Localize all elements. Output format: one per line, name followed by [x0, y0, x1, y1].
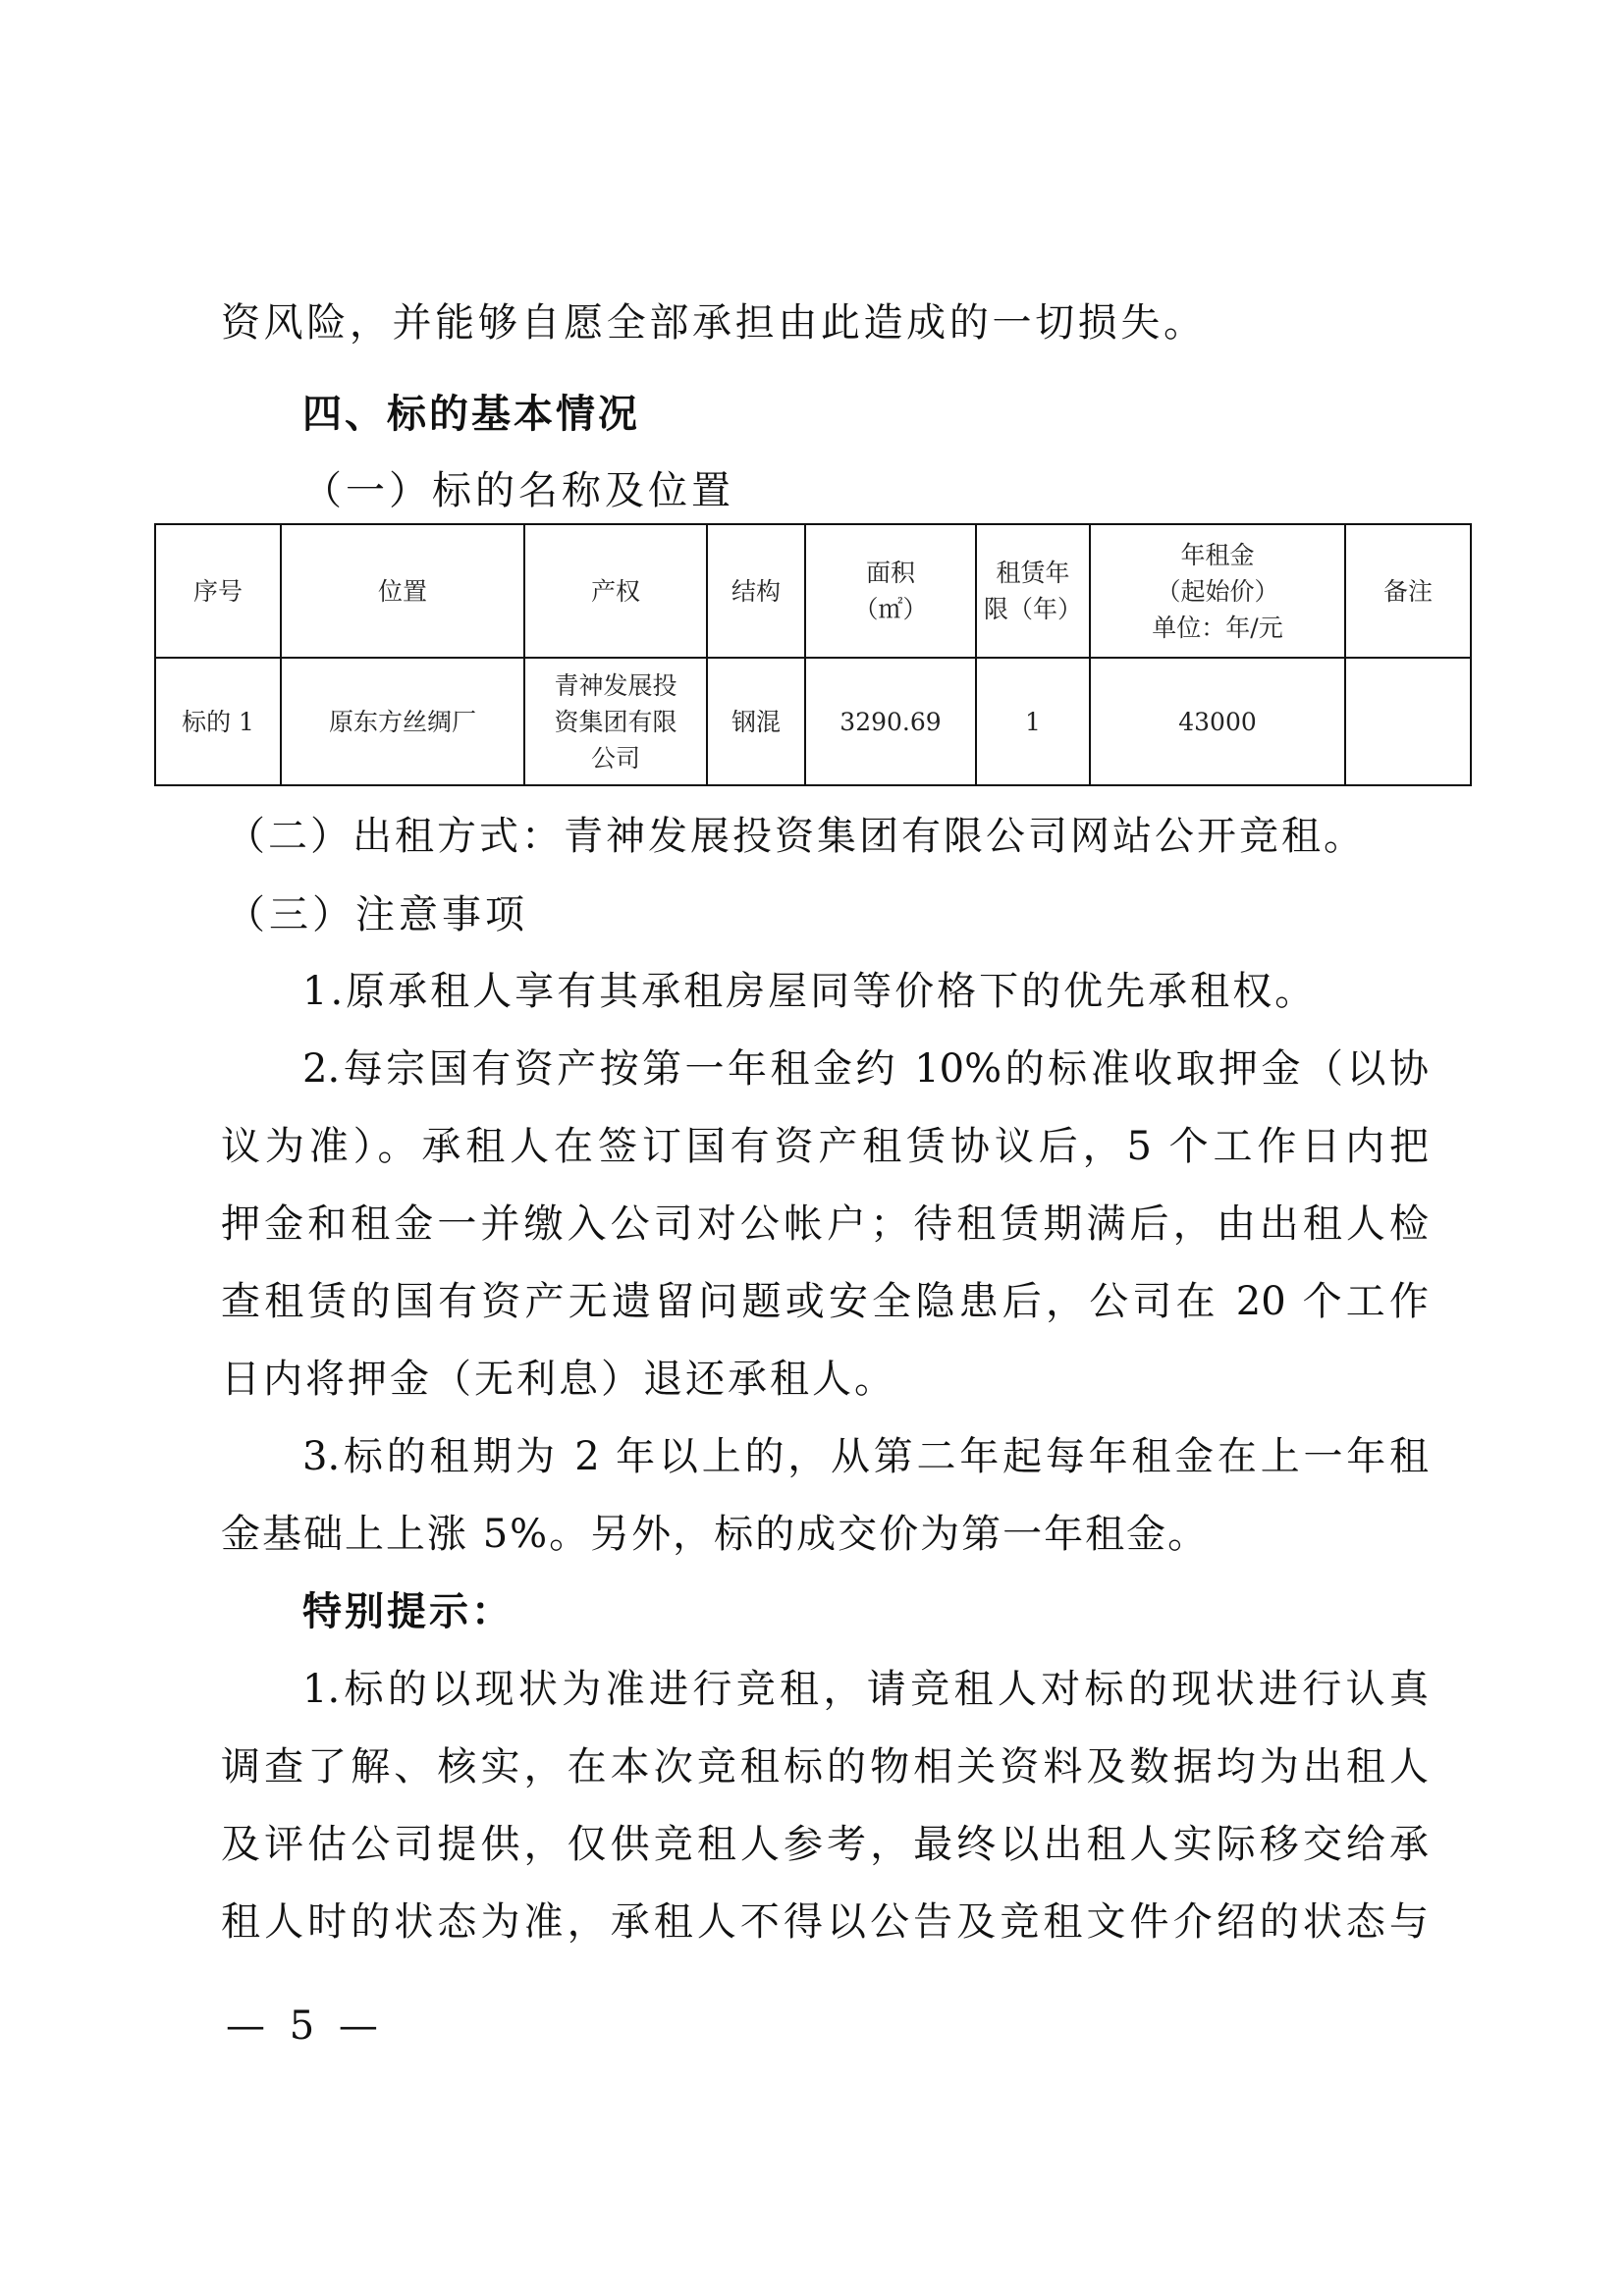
header-term-line2: 限（年）	[983, 595, 1082, 623]
cell-area: 3290.69	[805, 658, 976, 785]
cell-structure: 钢混	[707, 658, 805, 785]
header-area-line1: 面积	[865, 559, 915, 587]
paragraph-line: 资风险，并能够自愿全部承担由此造成的一切损失。	[221, 300, 1203, 346]
cell-no: 标的 1	[155, 658, 281, 785]
note-item: 2.每宗国有资产按第一年租金约 10%的标准收取押金（以协	[302, 1046, 1429, 1092]
lease-table	[154, 523, 1472, 786]
header-structure: 结构	[707, 524, 805, 658]
header-owner: 产权	[524, 524, 707, 658]
special-notice-heading: 特别提示：	[302, 1589, 514, 1634]
cell-location: 原东方丝绸厂	[281, 658, 524, 785]
header-rent	[1090, 524, 1345, 658]
subsection-rental-method: （二）出租方式：青神发展投资集团有限公司网站公开竞租。	[226, 814, 1366, 859]
header-area-line2: （㎡）	[853, 595, 928, 623]
header-rent-line2: （起始价）	[1156, 576, 1279, 606]
note-item: 3.标的租期为 2 年以上的，从第二年起每年租金在上一年租	[302, 1434, 1429, 1479]
cell-owner-line2: 资集团有限	[554, 707, 677, 736]
special-notice-item: 1.标的以现状为准进行竞租，请竞租人对标的现状进行认真	[302, 1667, 1429, 1712]
header-remark: 备注	[1345, 524, 1471, 658]
cell-owner-line3: 公司	[590, 743, 640, 773]
header-term	[976, 524, 1090, 658]
note-item-line: 查租赁的国有资产无遗留问题或安全隐患后，公司在 20 个工作	[221, 1279, 1429, 1324]
special-notice-line: 租人时的状态为准，承租人不得以公告及竞租文件介绍的状态与	[221, 1899, 1429, 1945]
header-term-line1: 租赁年	[996, 559, 1070, 587]
table-row	[155, 658, 1471, 785]
note-item-line: 议为准）。承租人在签订国有资产租赁协议后，5 个工作日内把	[221, 1124, 1429, 1169]
header-location: 位置	[281, 524, 524, 658]
subsection-heading: （三）注意事项	[226, 892, 528, 937]
cell-rent: 43000	[1090, 658, 1345, 785]
header-area	[805, 524, 976, 658]
subsection-heading: （一）标的名称及位置	[302, 468, 734, 513]
note-item-line: 押金和租金一并缴入公司对公帐户；待租赁期满后，由出租人检	[221, 1201, 1429, 1247]
section-heading: 四、标的基本情况	[302, 392, 640, 437]
cell-owner	[524, 658, 707, 785]
note-item: 1.原承租人享有其承租房屋同等价格下的优先承租权。	[302, 969, 1318, 1014]
cell-owner-line1: 青神发展投	[554, 670, 677, 700]
header-rent-line3: 单位：年/元	[1152, 613, 1283, 642]
special-notice-line: 及评估公司提供，仅供竞租人参考，最终以出租人实际移交给承	[221, 1822, 1429, 1867]
special-notice-line: 调查了解、核实，在本次竞租标的物相关资料及数据均为出租人	[221, 1744, 1429, 1789]
cell-term: 1	[976, 658, 1090, 785]
note-item-line: 日内将押金（无利息）退还承租人。	[221, 1357, 896, 1402]
table-header-row	[155, 524, 1471, 658]
header-rent-line1: 年租金	[1180, 540, 1255, 569]
header-no: 序号	[155, 524, 281, 658]
cell-remark	[1345, 658, 1471, 785]
page-number: — 5 —	[226, 2003, 384, 2049]
note-item-line: 金基础上上涨 5%。另外，标的成交价为第一年租金。	[221, 1512, 1210, 1557]
